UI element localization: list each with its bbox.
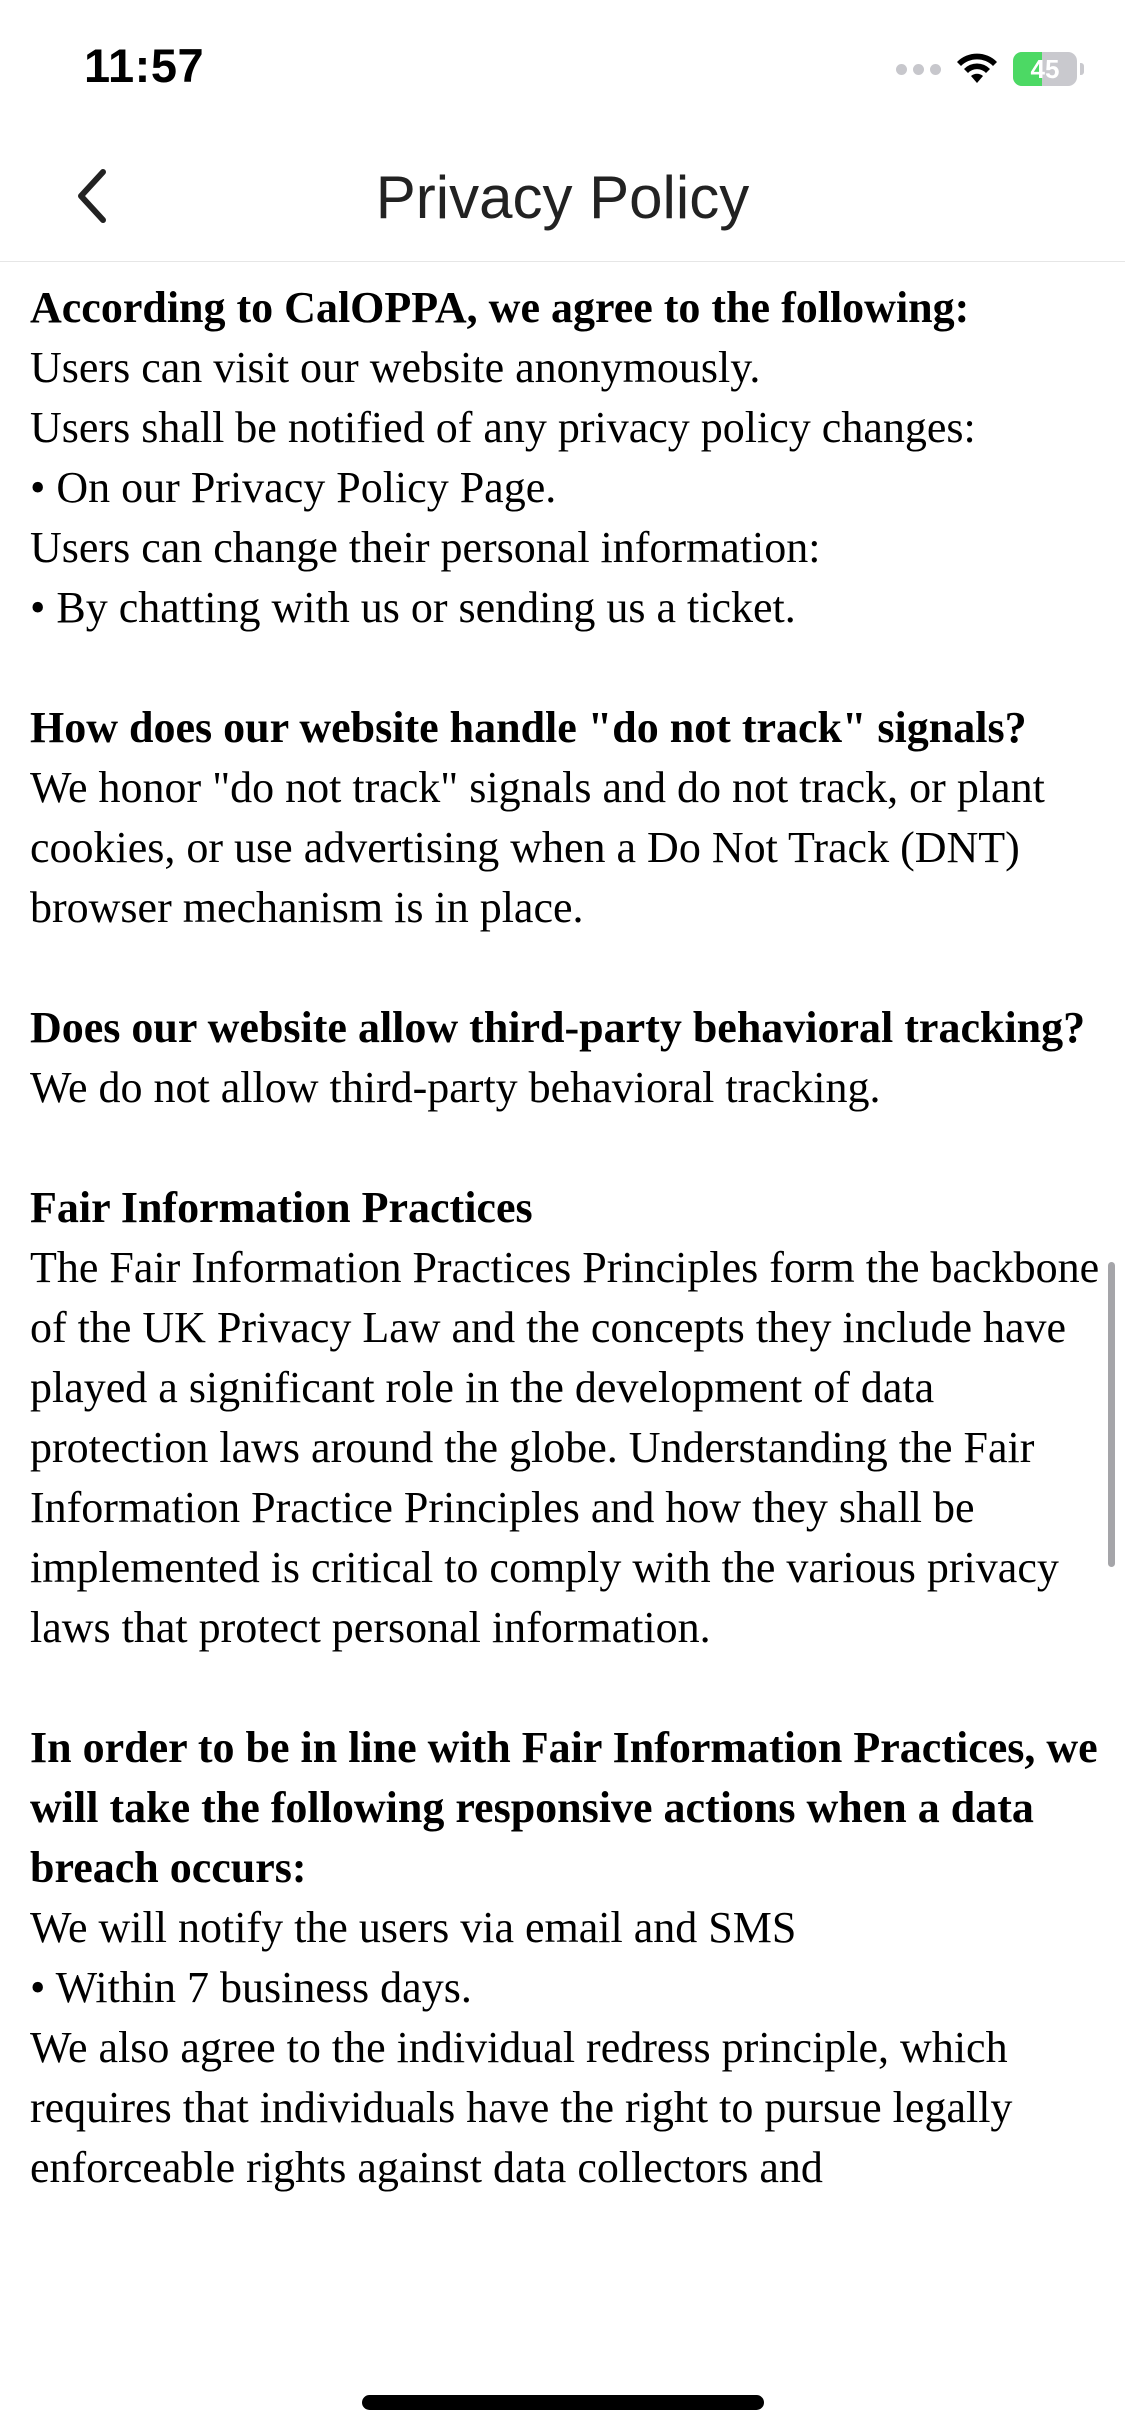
breach-heading: In order to be in line with Fair Information Practices, we will take the following responsive actions when a data breach occurs: [30,1723,1098,1892]
battery-level: 45 [1030,53,1060,84]
fip-body: The Fair Information Practices Principles form the backbone of the UK Privacy Law and the concepts they include have played a significant role in the development of data protection laws around the globe. Understanding the Fair Information Practice Principles and how they shall be implemented is critical to comply with the various privacy laws that protect personal information. [30,1243,1100,1652]
calopppa-line: Users can visit our website anonymously. [30,343,761,392]
calopppa-line: Users can change their personal information: [30,523,821,572]
breach-line: We will notify the users via email and SMS [30,1903,797,1952]
fip-heading: Fair Information Practices [30,1183,533,1232]
third-party-heading: Does our website allow third-party behavioral tracking? [30,1003,1086,1052]
wifi-icon [955,52,999,86]
calopppa-line: • By chatting with us or sending us a ticket. [30,583,796,632]
navigation-bar [0,135,1125,262]
dnt-body: We honor "do not track" signals and do not track, or plant cookies, or use advertising when a Do Not Track (DNT) browser mechanism is in place. [30,763,1045,932]
status-icons [896,48,1077,90]
scroll-indicator[interactable] [1108,1262,1115,1567]
status-bar [0,0,1125,135]
status-time: 11:57 [84,39,205,92]
page-title: Privacy Policy [375,164,750,231]
third-party-body: We do not allow third-party behavioral tracking. [30,1063,881,1112]
breach-line: We also agree to the individual redress principle, which requires that individuals have the right to pursue legally enforceable rights against data collectors and [30,2023,1013,2192]
battery-icon [1013,52,1077,86]
calopppa-heading: According to CalOPPA, we agree to the following: [30,283,970,332]
home-indicator[interactable] [362,2395,764,2410]
dnt-heading: How does our website handle "do not track" signals? [30,703,1027,752]
calopppa-line: • On our Privacy Policy Page. [30,463,557,512]
breach-line: • Within 7 business days. [30,1963,472,2012]
calopppa-line: Users shall be notified of any privacy policy changes: [30,403,976,452]
signal-dots-icon [896,64,941,75]
policy-content[interactable] [30,278,1100,2388]
